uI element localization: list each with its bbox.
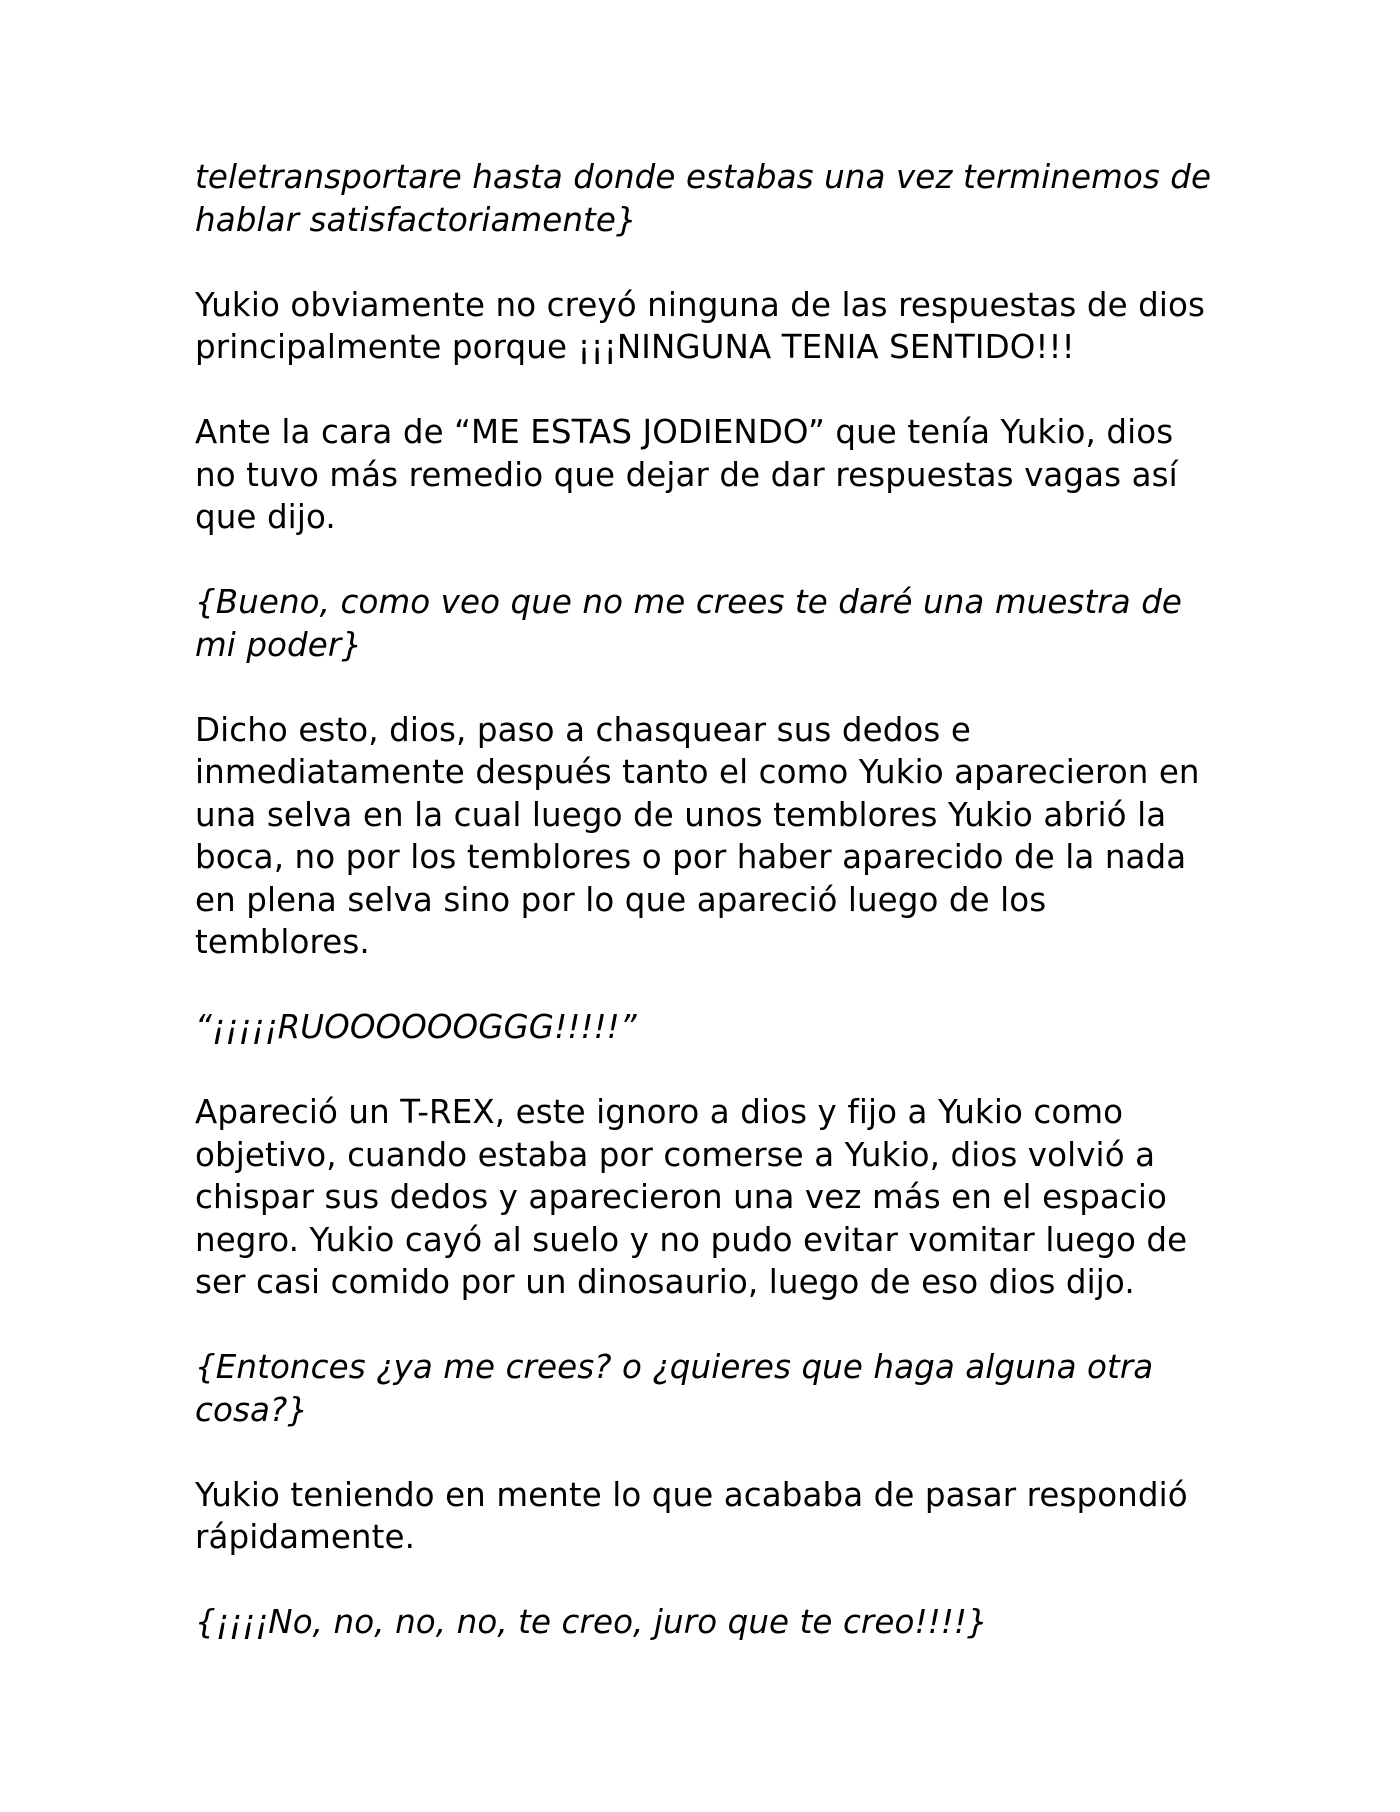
- paragraph-dialogue-1: teletransportare hasta donde estabas una vez terminemos de hablar satisfactoriamente}: [195, 158, 1212, 239]
- paragraph-narration-2: Ante la cara de “ME ESTAS JODIENDO” que tenía Yukio, dios no tuvo más remedio que dejar de dar respuestas vagas así que dijo.: [195, 413, 1178, 536]
- paragraph-dialogue-4: {¡¡¡¡No, no, no, no, te creo, juro que te creo!!!!}: [195, 1603, 988, 1641]
- paragraph-dialogue-2: {Bueno, como veo que no me crees te daré una muestra de mi poder}: [195, 583, 1183, 664]
- document-body: [195, 156, 1215, 1644]
- paragraph-roar: “¡¡¡¡¡RUOOOOOOGGG!!!!!”: [195, 1008, 637, 1046]
- paragraph-narration-3: Dicho esto, dios, paso a chasquear sus dedos e inmediatamente después tanto el como Yukio aparecieron en una selva en la cual luego de unos temblores Yukio abrió la boca, no por los temblores o por haber aparecido de la nada en plena selva sino por lo que apareció luego de los temblores.: [195, 710, 1200, 961]
- paragraph-narration-1: Yukio obviamente no creyó ninguna de las respuestas de dios principalmente porque ¡¡¡NINGUNA TENIA SENTIDO!!!: [195, 285, 1206, 366]
- paragraph-dialogue-3: {Entonces ¿ya me crees? o ¿quieres que haga alguna otra cosa?}: [195, 1348, 1154, 1429]
- paragraph-narration-4: Apareció un T-REX, este ignoro a dios y fijo a Yukio como objetivo, cuando estaba por comerse a Yukio, dios volvió a chispar sus dedos y aparecieron una vez más en el espacio negro. Yukio cayó al suelo y no pudo evitar vomitar luego de ser casi comido por un dinosaurio, luego de eso dios dijo.: [195, 1093, 1188, 1301]
- paragraph-narration-5: Yukio teniendo en mente lo que acababa de pasar respondió rápidamente.: [195, 1475, 1188, 1556]
